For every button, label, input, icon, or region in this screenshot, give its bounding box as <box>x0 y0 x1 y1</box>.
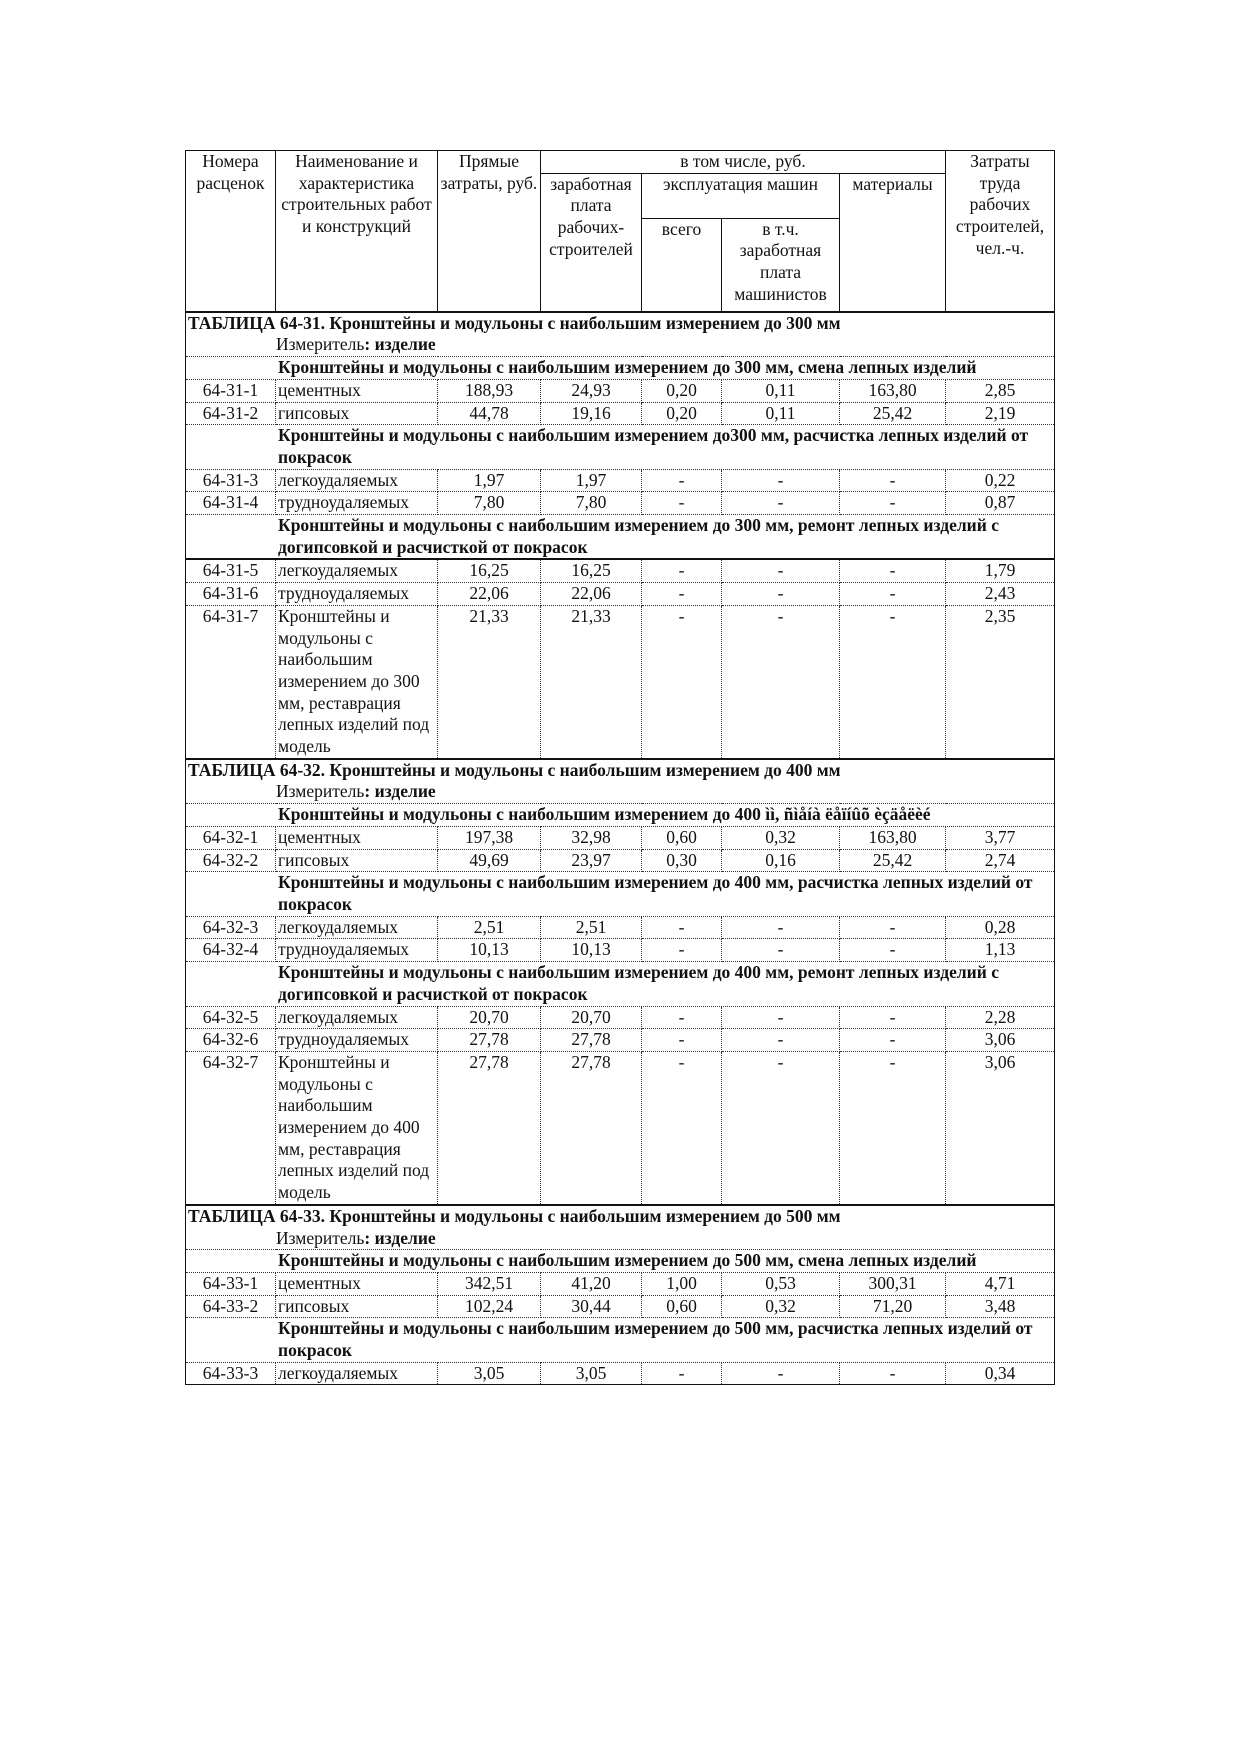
machines-wages: - <box>722 1362 840 1385</box>
materials: - <box>840 1051 946 1204</box>
work-name: гипсовых <box>276 402 438 425</box>
work-name: Кронштейны и модульоны с наибольшим измерением до 300 мм, реставрация лепных изделий под модель <box>276 605 438 758</box>
machines-total: - <box>642 1006 722 1029</box>
labor: 3,77 <box>946 826 1055 849</box>
table-title-row <box>186 312 1055 335</box>
machines-total: 0,60 <box>642 826 722 849</box>
table-row <box>186 379 1055 402</box>
direct-costs: 27,78 <box>438 1029 541 1052</box>
work-name: легкоудаляемых <box>276 916 438 939</box>
machines-wages: 0,53 <box>722 1272 840 1295</box>
wages: 2,51 <box>541 916 642 939</box>
rate-code: 64-33-1 <box>186 1272 276 1295</box>
section-heading: Кронштейны и модульоны с наибольшим измерением до 500 мм, смена лепных изделий <box>186 1250 1055 1273</box>
work-name: Кронштейны и модульоны с наибольшим измерением до 400 мм, реставрация лепных изделий под модель <box>276 1051 438 1204</box>
materials: 25,42 <box>840 849 946 872</box>
work-name: трудноудаляемых <box>276 492 438 515</box>
rate-code: 64-32-3 <box>186 916 276 939</box>
header-machines-total: всего <box>642 218 722 312</box>
wages: 23,97 <box>541 849 642 872</box>
machines-total: 0,20 <box>642 379 722 402</box>
wages: 21,33 <box>541 605 642 758</box>
wages: 22,06 <box>541 583 642 606</box>
rate-code: 64-31-1 <box>186 379 276 402</box>
header-direct-costs: Прямые затраты, руб. <box>438 151 541 312</box>
table-row <box>186 1295 1055 1318</box>
machines-total: - <box>642 605 722 758</box>
direct-costs: 102,24 <box>438 1295 541 1318</box>
wages: 10,13 <box>541 939 642 962</box>
direct-costs: 1,97 <box>438 469 541 492</box>
section-heading-row <box>186 1250 1055 1273</box>
section-heading-row <box>186 1318 1055 1362</box>
table-row <box>186 1272 1055 1295</box>
rates-table-body <box>186 312 1055 1385</box>
labor: 3,48 <box>946 1295 1055 1318</box>
wages: 1,97 <box>541 469 642 492</box>
section-heading: Кронштейны и модульоны с наибольшим измерением до 300 мм, смена лепных изделий <box>186 357 1055 380</box>
machines-total: - <box>642 1362 722 1385</box>
materials: - <box>840 916 946 939</box>
machines-total: 0,30 <box>642 849 722 872</box>
wages: 24,93 <box>541 379 642 402</box>
materials: - <box>840 939 946 962</box>
labor: 0,34 <box>946 1362 1055 1385</box>
work-name: цементных <box>276 826 438 849</box>
direct-costs: 21,33 <box>438 605 541 758</box>
measure-value: : изделие <box>364 334 436 355</box>
materials: - <box>840 1006 946 1029</box>
work-name: гипсовых <box>276 1295 438 1318</box>
direct-costs: 188,93 <box>438 379 541 402</box>
machines-wages: - <box>722 916 840 939</box>
work-name: трудноудаляемых <box>276 1029 438 1052</box>
materials: - <box>840 559 946 582</box>
rate-code: 64-31-4 <box>186 492 276 515</box>
rate-code: 64-31-5 <box>186 559 276 582</box>
table-row <box>186 605 1055 758</box>
table-title-row <box>186 759 1055 782</box>
machines-total: - <box>642 492 722 515</box>
machines-wages: 0,32 <box>722 1295 840 1318</box>
machines-wages: - <box>722 583 840 606</box>
wages: 20,70 <box>541 1006 642 1029</box>
rate-code: 64-31-2 <box>186 402 276 425</box>
section-heading-row <box>186 515 1055 560</box>
table-row <box>186 1051 1055 1204</box>
machines-wages: 0,16 <box>722 849 840 872</box>
materials: 71,20 <box>840 1295 946 1318</box>
section-heading: Кронштейны и модульоны с наибольшим измерением до 400 мм, расчистка лепных изделий от покрасок <box>186 872 1055 916</box>
materials: 163,80 <box>840 826 946 849</box>
table-row <box>186 469 1055 492</box>
machines-total: - <box>642 1051 722 1204</box>
wages: 27,78 <box>541 1029 642 1052</box>
work-name: легкоудаляемых <box>276 469 438 492</box>
direct-costs: 20,70 <box>438 1006 541 1029</box>
direct-costs: 7,80 <box>438 492 541 515</box>
header-labor: Затраты труда рабочих строителей, чел.-ч. <box>946 151 1055 312</box>
table-row <box>186 939 1055 962</box>
machines-wages: - <box>722 1051 840 1204</box>
section-heading: Кронштейны и модульоны с наибольшим измерением до 500 мм, расчистка лепных изделий от покрасок <box>186 1318 1055 1362</box>
machines-wages: - <box>722 469 840 492</box>
work-name: легкоудаляемых <box>276 559 438 582</box>
machines-wages: - <box>722 1006 840 1029</box>
section-heading: Кронштейны и модульоны с наибольшим измерением до300 мм, расчистка лепных изделий от покрасок <box>186 425 1055 469</box>
wages: 30,44 <box>541 1295 642 1318</box>
machines-total: - <box>642 583 722 606</box>
measure-row <box>186 781 1055 803</box>
machines-wages: - <box>722 492 840 515</box>
wages: 3,05 <box>541 1362 642 1385</box>
table-row <box>186 916 1055 939</box>
direct-costs: 44,78 <box>438 402 541 425</box>
machines-total: 0,20 <box>642 402 722 425</box>
machines-total: 1,00 <box>642 1272 722 1295</box>
header-code: Номера расценок <box>186 151 276 312</box>
table-title: ТАБЛИЦА 64-32. Кронштейны и модульоны с наибольшим измерением до 400 мм <box>186 759 1055 782</box>
direct-costs: 342,51 <box>438 1272 541 1295</box>
machines-total: - <box>642 559 722 582</box>
rate-code: 64-33-3 <box>186 1362 276 1385</box>
machines-wages: - <box>722 559 840 582</box>
wages: 41,20 <box>541 1272 642 1295</box>
machines-wages: - <box>722 939 840 962</box>
work-name: цементных <box>276 1272 438 1295</box>
machines-total: - <box>642 939 722 962</box>
table-row <box>186 1006 1055 1029</box>
section-heading-row <box>186 425 1055 469</box>
materials: - <box>840 1362 946 1385</box>
machines-wages: 0,32 <box>722 826 840 849</box>
section-heading-row <box>186 962 1055 1006</box>
table-row <box>186 1029 1055 1052</box>
rate-code: 64-31-7 <box>186 605 276 758</box>
materials: 25,42 <box>840 402 946 425</box>
section-heading: Кронштейны и модульоны с наибольшим измерением до 400 ìì, ñìåíà ëåïíûõ èçäåëèé <box>186 804 1055 827</box>
table-title: ТАБЛИЦА 64-31. Кронштейны и модульоны с наибольшим измерением до 300 мм <box>186 312 1055 335</box>
labor: 3,06 <box>946 1029 1055 1052</box>
header-including: в том числе, руб. <box>541 151 946 174</box>
machines-total: - <box>642 1029 722 1052</box>
direct-costs: 16,25 <box>438 559 541 582</box>
table-row <box>186 559 1055 582</box>
work-name: трудноудаляемых <box>276 939 438 962</box>
rate-code: 64-32-5 <box>186 1006 276 1029</box>
wages: 27,78 <box>541 1051 642 1204</box>
rate-code: 64-32-6 <box>186 1029 276 1052</box>
table-row <box>186 849 1055 872</box>
work-name: легкоудаляемых <box>276 1006 438 1029</box>
table-title: ТАБЛИЦА 64-33. Кронштейны и модульоны с наибольшим измерением до 500 мм <box>186 1205 1055 1228</box>
labor: 2,85 <box>946 379 1055 402</box>
measure-value: : изделие <box>364 781 436 802</box>
machines-total: - <box>642 469 722 492</box>
measure-row <box>186 1228 1055 1250</box>
machines-wages: - <box>722 1029 840 1052</box>
rate-code: 64-32-1 <box>186 826 276 849</box>
measure-row <box>186 334 1055 356</box>
wages: 7,80 <box>541 492 642 515</box>
work-name: цементных <box>276 379 438 402</box>
labor: 3,06 <box>946 1051 1055 1204</box>
direct-costs: 197,38 <box>438 826 541 849</box>
labor: 2,35 <box>946 605 1055 758</box>
labor: 0,28 <box>946 916 1055 939</box>
labor: 2,43 <box>946 583 1055 606</box>
section-heading-row <box>186 872 1055 916</box>
direct-costs: 22,06 <box>438 583 541 606</box>
header-materials: материалы <box>840 173 946 312</box>
materials: 163,80 <box>840 379 946 402</box>
labor: 0,22 <box>946 469 1055 492</box>
materials: - <box>840 492 946 515</box>
header-name: Наименование и характеристика строительных работ и конструкций <box>276 151 438 312</box>
machines-total: - <box>642 916 722 939</box>
header-wages: заработная плата рабочих-строителей <box>541 173 642 312</box>
table-row <box>186 402 1055 425</box>
direct-costs: 3,05 <box>438 1362 541 1385</box>
rates-table <box>185 150 1055 1385</box>
direct-costs: 2,51 <box>438 916 541 939</box>
machines-wages: 0,11 <box>722 402 840 425</box>
labor: 2,28 <box>946 1006 1055 1029</box>
section-heading: Кронштейны и модульоны с наибольшим измерением до 300 мм, ремонт лепных изделий с догипсовкой и расчисткой от покрасок <box>186 515 1055 560</box>
measure-label: Измеритель <box>276 1227 365 1248</box>
wages: 19,16 <box>541 402 642 425</box>
direct-costs: 10,13 <box>438 939 541 962</box>
rate-code: 64-32-7 <box>186 1051 276 1204</box>
table-row <box>186 492 1055 515</box>
materials: - <box>840 605 946 758</box>
rate-code: 64-32-2 <box>186 849 276 872</box>
materials: - <box>840 583 946 606</box>
direct-costs: 27,78 <box>438 1051 541 1204</box>
machines-wages: - <box>722 605 840 758</box>
table-title-row <box>186 1205 1055 1228</box>
header-machines-wages: в т.ч. заработная плата машинистов <box>722 218 840 312</box>
wages: 16,25 <box>541 559 642 582</box>
header-machines: эксплуатация машин <box>642 173 840 218</box>
direct-costs: 49,69 <box>438 849 541 872</box>
machines-wages: 0,11 <box>722 379 840 402</box>
table-row <box>186 1362 1055 1385</box>
work-name: трудноудаляемых <box>276 583 438 606</box>
rate-code: 64-31-3 <box>186 469 276 492</box>
measure-value: : изделие <box>364 1227 436 1248</box>
rate-code: 64-32-4 <box>186 939 276 962</box>
measure-label: Измеритель <box>276 334 365 355</box>
labor: 0,87 <box>946 492 1055 515</box>
section-heading-row <box>186 357 1055 380</box>
materials: - <box>840 469 946 492</box>
labor: 4,71 <box>946 1272 1055 1295</box>
work-name: легкоудаляемых <box>276 1362 438 1385</box>
table-row <box>186 826 1055 849</box>
machines-total: 0,60 <box>642 1295 722 1318</box>
section-heading: Кронштейны и модульоны с наибольшим измерением до 400 мм, ремонт лепных изделий с догипсовкой и расчисткой от покрасок <box>186 962 1055 1006</box>
table-row <box>186 583 1055 606</box>
price-table-page <box>185 150 1054 1385</box>
work-name: гипсовых <box>276 849 438 872</box>
measure-label: Измеритель <box>276 781 365 802</box>
rate-code: 64-33-2 <box>186 1295 276 1318</box>
section-heading-row <box>186 804 1055 827</box>
materials: - <box>840 1029 946 1052</box>
materials: 300,31 <box>840 1272 946 1295</box>
labor: 1,13 <box>946 939 1055 962</box>
wages: 32,98 <box>541 826 642 849</box>
labor: 2,74 <box>946 849 1055 872</box>
labor: 2,19 <box>946 402 1055 425</box>
rate-code: 64-31-6 <box>186 583 276 606</box>
labor: 1,79 <box>946 559 1055 582</box>
